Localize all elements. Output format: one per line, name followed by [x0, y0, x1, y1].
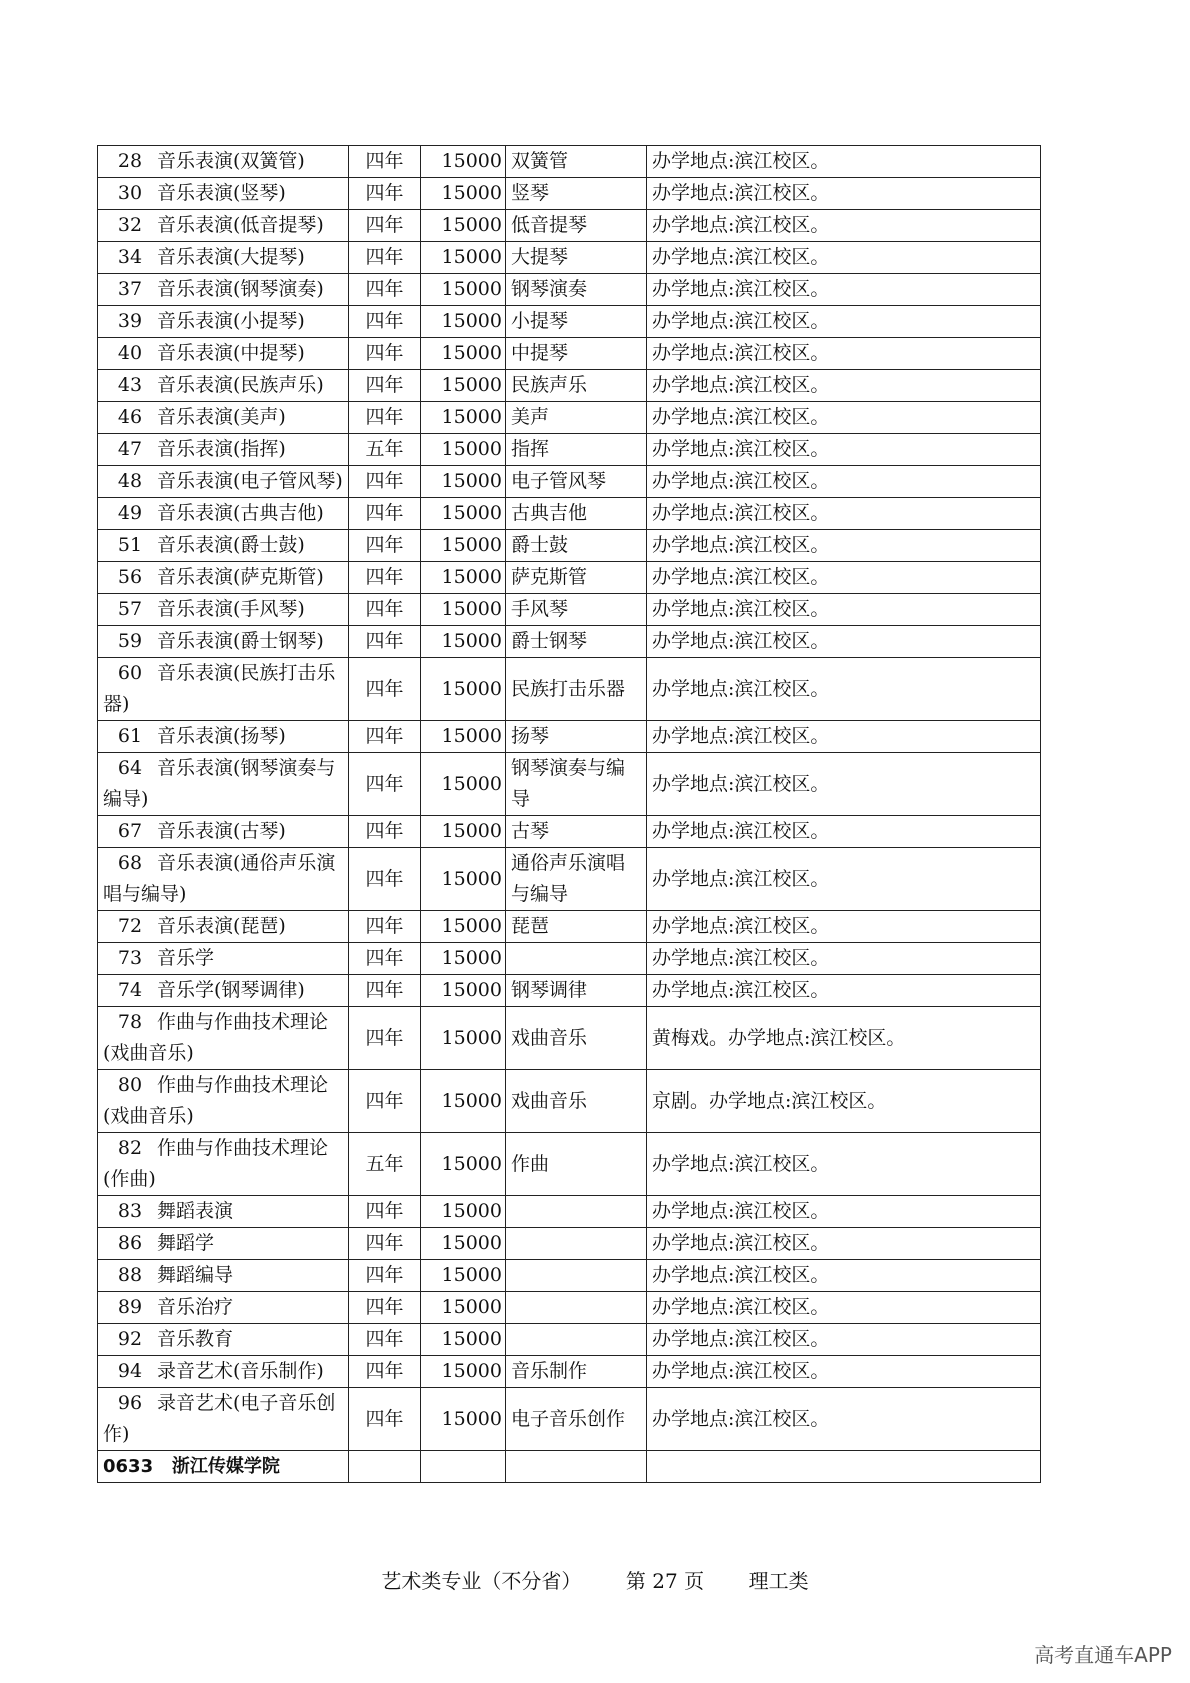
note-cell: 办学地点:滨江校区。 — [647, 721, 1041, 753]
major-name-cell — [98, 306, 349, 338]
note-cell: 办学地点:滨江校区。 — [647, 146, 1041, 178]
major-name-cell — [98, 1260, 349, 1292]
note-cell: 办学地点:滨江校区。 — [647, 1324, 1041, 1356]
major-code: 43 — [117, 374, 143, 396]
fee-cell: 15000 — [421, 146, 506, 178]
major-name: 音乐表演(竖琴) — [157, 182, 286, 204]
major-code: 59 — [117, 630, 143, 652]
major-code: 37 — [117, 278, 143, 300]
fee-cell: 15000 — [421, 1324, 506, 1356]
major-name-cell — [98, 911, 349, 943]
major-name: 音乐教育 — [157, 1328, 234, 1350]
major-code: 72 — [117, 915, 143, 937]
major-code: 78 — [117, 1011, 143, 1033]
duration-cell: 四年 — [349, 1388, 421, 1451]
major-name: 音乐表演(大提琴) — [157, 246, 305, 268]
note-cell: 办学地点:滨江校区。 — [647, 658, 1041, 721]
duration-cell: 四年 — [349, 1324, 421, 1356]
major-name: 音乐表演(古琴) — [157, 820, 286, 842]
major-name: 音乐表演(民族打击乐器) — [103, 662, 336, 715]
empty-cell — [506, 1451, 647, 1483]
note-cell: 办学地点:滨江校区。 — [647, 1292, 1041, 1324]
major-code: 67 — [117, 820, 143, 842]
major-name-cell — [98, 274, 349, 306]
fee-cell: 15000 — [421, 1007, 506, 1070]
duration-cell: 四年 — [349, 402, 421, 434]
major-name-cell — [98, 1292, 349, 1324]
table-row — [98, 434, 1041, 466]
major-code: 56 — [117, 566, 143, 588]
major-code: 88 — [117, 1264, 143, 1286]
major-name-cell — [98, 338, 349, 370]
duration-cell: 四年 — [349, 530, 421, 562]
duration-cell: 四年 — [349, 562, 421, 594]
major-name-cell — [98, 658, 349, 721]
major-code: 48 — [117, 470, 143, 492]
table-row — [98, 1133, 1041, 1196]
major-code: 40 — [117, 342, 143, 364]
direction-cell: 萨克斯管 — [506, 562, 647, 594]
major-name-cell — [98, 626, 349, 658]
table-row — [98, 816, 1041, 848]
major-name-cell — [98, 210, 349, 242]
fee-cell: 15000 — [421, 466, 506, 498]
table-row — [98, 975, 1041, 1007]
duration-cell: 四年 — [349, 242, 421, 274]
major-code: 57 — [117, 598, 143, 620]
table-row — [98, 306, 1041, 338]
note-cell: 办学地点:滨江校区。 — [647, 274, 1041, 306]
direction-cell: 戏曲音乐 — [506, 1070, 647, 1133]
table-row — [98, 498, 1041, 530]
direction-cell — [506, 1260, 647, 1292]
major-code: 51 — [117, 534, 143, 556]
major-name: 舞蹈表演 — [157, 1200, 234, 1222]
note-cell: 办学地点:滨江校区。 — [647, 338, 1041, 370]
direction-cell: 古典吉他 — [506, 498, 647, 530]
direction-cell — [506, 943, 647, 975]
major-name-cell — [98, 562, 349, 594]
major-code: 39 — [117, 310, 143, 332]
major-name: 舞蹈编导 — [157, 1264, 234, 1286]
note-cell: 办学地点:滨江校区。 — [647, 626, 1041, 658]
major-name: 作曲与作曲技术理论(戏曲音乐) — [103, 1074, 329, 1127]
major-name: 音乐表演(手风琴) — [157, 598, 305, 620]
fee-cell: 15000 — [421, 1196, 506, 1228]
table-row — [98, 402, 1041, 434]
table-row — [98, 721, 1041, 753]
duration-cell: 四年 — [349, 1070, 421, 1133]
major-name: 录音艺术(电子音乐创作) — [103, 1392, 336, 1445]
direction-cell: 电子音乐创作 — [506, 1388, 647, 1451]
empty-cell — [349, 1451, 421, 1483]
note-cell: 办学地点:滨江校区。 — [647, 1228, 1041, 1260]
fee-cell: 15000 — [421, 402, 506, 434]
duration-cell: 四年 — [349, 210, 421, 242]
major-name-cell — [98, 1133, 349, 1196]
major-name-cell — [98, 1228, 349, 1260]
note-cell: 黄梅戏。办学地点:滨江校区。 — [647, 1007, 1041, 1070]
direction-cell: 美声 — [506, 402, 647, 434]
fee-cell: 15000 — [421, 434, 506, 466]
major-name-cell — [98, 1007, 349, 1070]
major-name-cell — [98, 943, 349, 975]
note-cell: 办学地点:滨江校区。 — [647, 1133, 1041, 1196]
major-name-cell — [98, 1388, 349, 1451]
major-name-cell — [98, 594, 349, 626]
note-cell: 办学地点:滨江校区。 — [647, 594, 1041, 626]
fee-cell: 15000 — [421, 370, 506, 402]
major-name-cell — [98, 721, 349, 753]
table-row — [98, 1196, 1041, 1228]
table-row — [98, 530, 1041, 562]
major-name: 音乐表演(爵士鼓) — [157, 534, 305, 556]
note-cell: 办学地点:滨江校区。 — [647, 306, 1041, 338]
table-row — [98, 466, 1041, 498]
table-row — [98, 274, 1041, 306]
institution-code: 0633 — [103, 1456, 154, 1477]
table-row — [98, 1228, 1041, 1260]
fee-cell: 15000 — [421, 210, 506, 242]
major-name: 作曲与作曲技术理论(戏曲音乐) — [103, 1011, 329, 1064]
table-row — [98, 753, 1041, 816]
page-footer — [0, 1565, 1190, 1594]
institution-name: 浙江传媒学院 — [171, 1456, 280, 1477]
direction-cell — [506, 1196, 647, 1228]
fee-cell: 15000 — [421, 816, 506, 848]
major-code: 46 — [117, 406, 143, 428]
major-name-cell — [98, 753, 349, 816]
major-name: 音乐表演(钢琴演奏) — [157, 278, 324, 300]
note-cell: 办学地点:滨江校区。 — [647, 402, 1041, 434]
direction-cell: 音乐制作 — [506, 1356, 647, 1388]
table-row — [98, 242, 1041, 274]
direction-cell: 作曲 — [506, 1133, 647, 1196]
direction-cell: 低音提琴 — [506, 210, 647, 242]
major-code: 28 — [117, 150, 143, 172]
direction-cell: 小提琴 — [506, 306, 647, 338]
fee-cell: 15000 — [421, 338, 506, 370]
major-name: 音乐表演(小提琴) — [157, 310, 305, 332]
fee-cell: 15000 — [421, 911, 506, 943]
major-code: 74 — [117, 979, 143, 1001]
direction-cell: 戏曲音乐 — [506, 1007, 647, 1070]
note-cell: 办学地点:滨江校区。 — [647, 530, 1041, 562]
major-code: 64 — [117, 757, 143, 779]
direction-cell: 琵琶 — [506, 911, 647, 943]
table-row — [98, 178, 1041, 210]
major-name: 音乐表演(古典吉他) — [157, 502, 324, 524]
table-row — [98, 1070, 1041, 1133]
fee-cell: 15000 — [421, 721, 506, 753]
direction-cell — [506, 1324, 647, 1356]
duration-cell: 四年 — [349, 753, 421, 816]
major-code: 73 — [117, 947, 143, 969]
major-name-cell — [98, 1324, 349, 1356]
institution-row — [98, 1451, 1041, 1483]
note-cell: 办学地点:滨江校区。 — [647, 562, 1041, 594]
major-name-cell — [98, 1070, 349, 1133]
table-row — [98, 1388, 1041, 1451]
major-name-cell — [98, 530, 349, 562]
table-row — [98, 1260, 1041, 1292]
direction-cell: 爵士钢琴 — [506, 626, 647, 658]
direction-cell: 通俗声乐演唱与编导 — [506, 848, 647, 911]
major-code: 60 — [117, 662, 143, 684]
institution-cell — [98, 1451, 349, 1483]
major-name: 音乐治疗 — [157, 1296, 234, 1318]
table-row — [98, 1356, 1041, 1388]
direction-cell: 民族声乐 — [506, 370, 647, 402]
direction-cell: 双簧管 — [506, 146, 647, 178]
footer-category: 艺术类专业（不分省） — [381, 1569, 582, 1593]
table-row — [98, 943, 1041, 975]
note-cell: 办学地点:滨江校区。 — [647, 816, 1041, 848]
direction-cell: 手风琴 — [506, 594, 647, 626]
major-code: 32 — [117, 214, 143, 236]
duration-cell: 四年 — [349, 594, 421, 626]
major-code: 92 — [117, 1328, 143, 1350]
major-name-cell — [98, 178, 349, 210]
duration-cell: 四年 — [349, 1196, 421, 1228]
note-cell: 京剧。办学地点:滨江校区。 — [647, 1070, 1041, 1133]
duration-cell: 四年 — [349, 1228, 421, 1260]
note-cell: 办学地点:滨江校区。 — [647, 466, 1041, 498]
footer-page-number: 第 27 页 — [625, 1569, 705, 1593]
major-name: 音乐表演(低音提琴) — [157, 214, 324, 236]
fee-cell: 15000 — [421, 943, 506, 975]
direction-cell: 扬琴 — [506, 721, 647, 753]
note-cell: 办学地点:滨江校区。 — [647, 498, 1041, 530]
major-name: 音乐学(钢琴调律) — [157, 979, 305, 1001]
major-code: 82 — [117, 1137, 143, 1159]
fee-cell: 15000 — [421, 1388, 506, 1451]
major-name: 音乐表演(双簧管) — [157, 150, 305, 172]
duration-cell: 四年 — [349, 848, 421, 911]
major-name: 音乐表演(民族声乐) — [157, 374, 324, 396]
major-name: 音乐表演(电子管风琴) — [157, 470, 343, 492]
duration-cell: 四年 — [349, 146, 421, 178]
major-code: 80 — [117, 1074, 143, 1096]
note-cell: 办学地点:滨江校区。 — [647, 943, 1041, 975]
note-cell: 办学地点:滨江校区。 — [647, 242, 1041, 274]
direction-cell — [506, 1292, 647, 1324]
fee-cell: 15000 — [421, 530, 506, 562]
major-name-cell — [98, 1356, 349, 1388]
note-cell: 办学地点:滨江校区。 — [647, 975, 1041, 1007]
duration-cell: 四年 — [349, 338, 421, 370]
duration-cell: 四年 — [349, 721, 421, 753]
duration-cell: 五年 — [349, 434, 421, 466]
duration-cell: 四年 — [349, 1292, 421, 1324]
major-name-cell — [98, 370, 349, 402]
major-name-cell — [98, 242, 349, 274]
note-cell: 办学地点:滨江校区。 — [647, 911, 1041, 943]
major-code: 34 — [117, 246, 143, 268]
duration-cell: 四年 — [349, 1356, 421, 1388]
major-name: 音乐表演(扬琴) — [157, 725, 286, 747]
table-row — [98, 848, 1041, 911]
fee-cell: 15000 — [421, 1292, 506, 1324]
major-name: 音乐表演(美声) — [157, 406, 286, 428]
note-cell: 办学地点:滨江校区。 — [647, 178, 1041, 210]
major-code: 89 — [117, 1296, 143, 1318]
major-code: 61 — [117, 725, 143, 747]
major-name: 音乐表演(爵士钢琴) — [157, 630, 324, 652]
duration-cell: 四年 — [349, 306, 421, 338]
table-row — [98, 911, 1041, 943]
duration-cell: 四年 — [349, 370, 421, 402]
duration-cell: 四年 — [349, 1007, 421, 1070]
major-name: 音乐表演(中提琴) — [157, 342, 305, 364]
fee-cell: 15000 — [421, 178, 506, 210]
major-name: 音乐表演(琵琶) — [157, 915, 286, 937]
major-name-cell — [98, 816, 349, 848]
table-row — [98, 146, 1041, 178]
fee-cell: 15000 — [421, 975, 506, 1007]
table-row — [98, 658, 1041, 721]
major-name-cell — [98, 466, 349, 498]
duration-cell: 四年 — [349, 466, 421, 498]
major-name: 音乐表演(钢琴演奏与编导) — [103, 757, 336, 810]
fee-cell: 15000 — [421, 562, 506, 594]
major-name: 作曲与作曲技术理论(作曲) — [103, 1137, 329, 1190]
major-code: 30 — [117, 182, 143, 204]
table-row — [98, 338, 1041, 370]
note-cell: 办学地点:滨江校区。 — [647, 1356, 1041, 1388]
table-row — [98, 594, 1041, 626]
majors-table — [97, 145, 1041, 1483]
duration-cell: 四年 — [349, 816, 421, 848]
duration-cell: 四年 — [349, 626, 421, 658]
major-name: 录音艺术(音乐制作) — [157, 1360, 324, 1382]
fee-cell: 15000 — [421, 274, 506, 306]
fee-cell: 15000 — [421, 1260, 506, 1292]
note-cell: 办学地点:滨江校区。 — [647, 434, 1041, 466]
fee-cell: 15000 — [421, 1070, 506, 1133]
fee-cell: 15000 — [421, 1356, 506, 1388]
duration-cell: 四年 — [349, 911, 421, 943]
note-cell: 办学地点:滨江校区。 — [647, 370, 1041, 402]
note-cell: 办学地点:滨江校区。 — [647, 1196, 1041, 1228]
direction-cell: 电子管风琴 — [506, 466, 647, 498]
table-row — [98, 562, 1041, 594]
duration-cell: 四年 — [349, 178, 421, 210]
fee-cell: 15000 — [421, 1133, 506, 1196]
direction-cell: 竖琴 — [506, 178, 647, 210]
fee-cell: 15000 — [421, 658, 506, 721]
fee-cell: 15000 — [421, 498, 506, 530]
major-name: 音乐表演(通俗声乐演唱与编导) — [103, 852, 336, 905]
direction-cell: 钢琴演奏与编导 — [506, 753, 647, 816]
note-cell: 办学地点:滨江校区。 — [647, 753, 1041, 816]
major-code: 83 — [117, 1200, 143, 1222]
fee-cell: 15000 — [421, 306, 506, 338]
major-code: 68 — [117, 852, 143, 874]
direction-cell: 中提琴 — [506, 338, 647, 370]
majors-table-body — [98, 146, 1041, 1451]
empty-cell — [421, 1451, 506, 1483]
major-code: 86 — [117, 1232, 143, 1254]
direction-cell: 指挥 — [506, 434, 647, 466]
fee-cell: 15000 — [421, 594, 506, 626]
duration-cell: 四年 — [349, 658, 421, 721]
note-cell: 办学地点:滨江校区。 — [647, 848, 1041, 911]
watermark-text: 高考直通车APP — [1034, 1643, 1172, 1667]
major-name: 音乐学 — [157, 947, 215, 969]
table-row — [98, 1292, 1041, 1324]
direction-cell — [506, 1228, 647, 1260]
note-cell: 办学地点:滨江校区。 — [647, 210, 1041, 242]
table-row — [98, 1324, 1041, 1356]
duration-cell: 四年 — [349, 943, 421, 975]
duration-cell: 五年 — [349, 1133, 421, 1196]
empty-cell — [647, 1451, 1041, 1483]
major-name: 音乐表演(萨克斯管) — [157, 566, 324, 588]
fee-cell: 15000 — [421, 242, 506, 274]
direction-cell: 民族打击乐器 — [506, 658, 647, 721]
direction-cell: 大提琴 — [506, 242, 647, 274]
major-code: 49 — [117, 502, 143, 524]
major-name-cell — [98, 434, 349, 466]
major-code: 94 — [117, 1360, 143, 1382]
major-name-cell — [98, 498, 349, 530]
major-name-cell — [98, 848, 349, 911]
note-cell: 办学地点:滨江校区。 — [647, 1260, 1041, 1292]
major-code: 96 — [117, 1392, 143, 1414]
duration-cell: 四年 — [349, 274, 421, 306]
major-name-cell — [98, 1196, 349, 1228]
major-name: 音乐表演(指挥) — [157, 438, 286, 460]
direction-cell: 钢琴调律 — [506, 975, 647, 1007]
duration-cell: 四年 — [349, 975, 421, 1007]
major-name: 舞蹈学 — [157, 1232, 215, 1254]
major-name-cell — [98, 975, 349, 1007]
direction-cell: 古琴 — [506, 816, 647, 848]
direction-cell: 钢琴演奏 — [506, 274, 647, 306]
table-row — [98, 626, 1041, 658]
table-row — [98, 210, 1041, 242]
fee-cell: 15000 — [421, 848, 506, 911]
duration-cell: 四年 — [349, 498, 421, 530]
direction-cell: 爵士鼓 — [506, 530, 647, 562]
table-row — [98, 370, 1041, 402]
table-row — [98, 1007, 1041, 1070]
fee-cell: 15000 — [421, 1228, 506, 1260]
major-name-cell — [98, 146, 349, 178]
major-code: 47 — [117, 438, 143, 460]
major-name-cell — [98, 402, 349, 434]
fee-cell: 15000 — [421, 753, 506, 816]
duration-cell: 四年 — [349, 1260, 421, 1292]
note-cell: 办学地点:滨江校区。 — [647, 1388, 1041, 1451]
footer-track: 理工类 — [748, 1569, 809, 1593]
fee-cell: 15000 — [421, 626, 506, 658]
